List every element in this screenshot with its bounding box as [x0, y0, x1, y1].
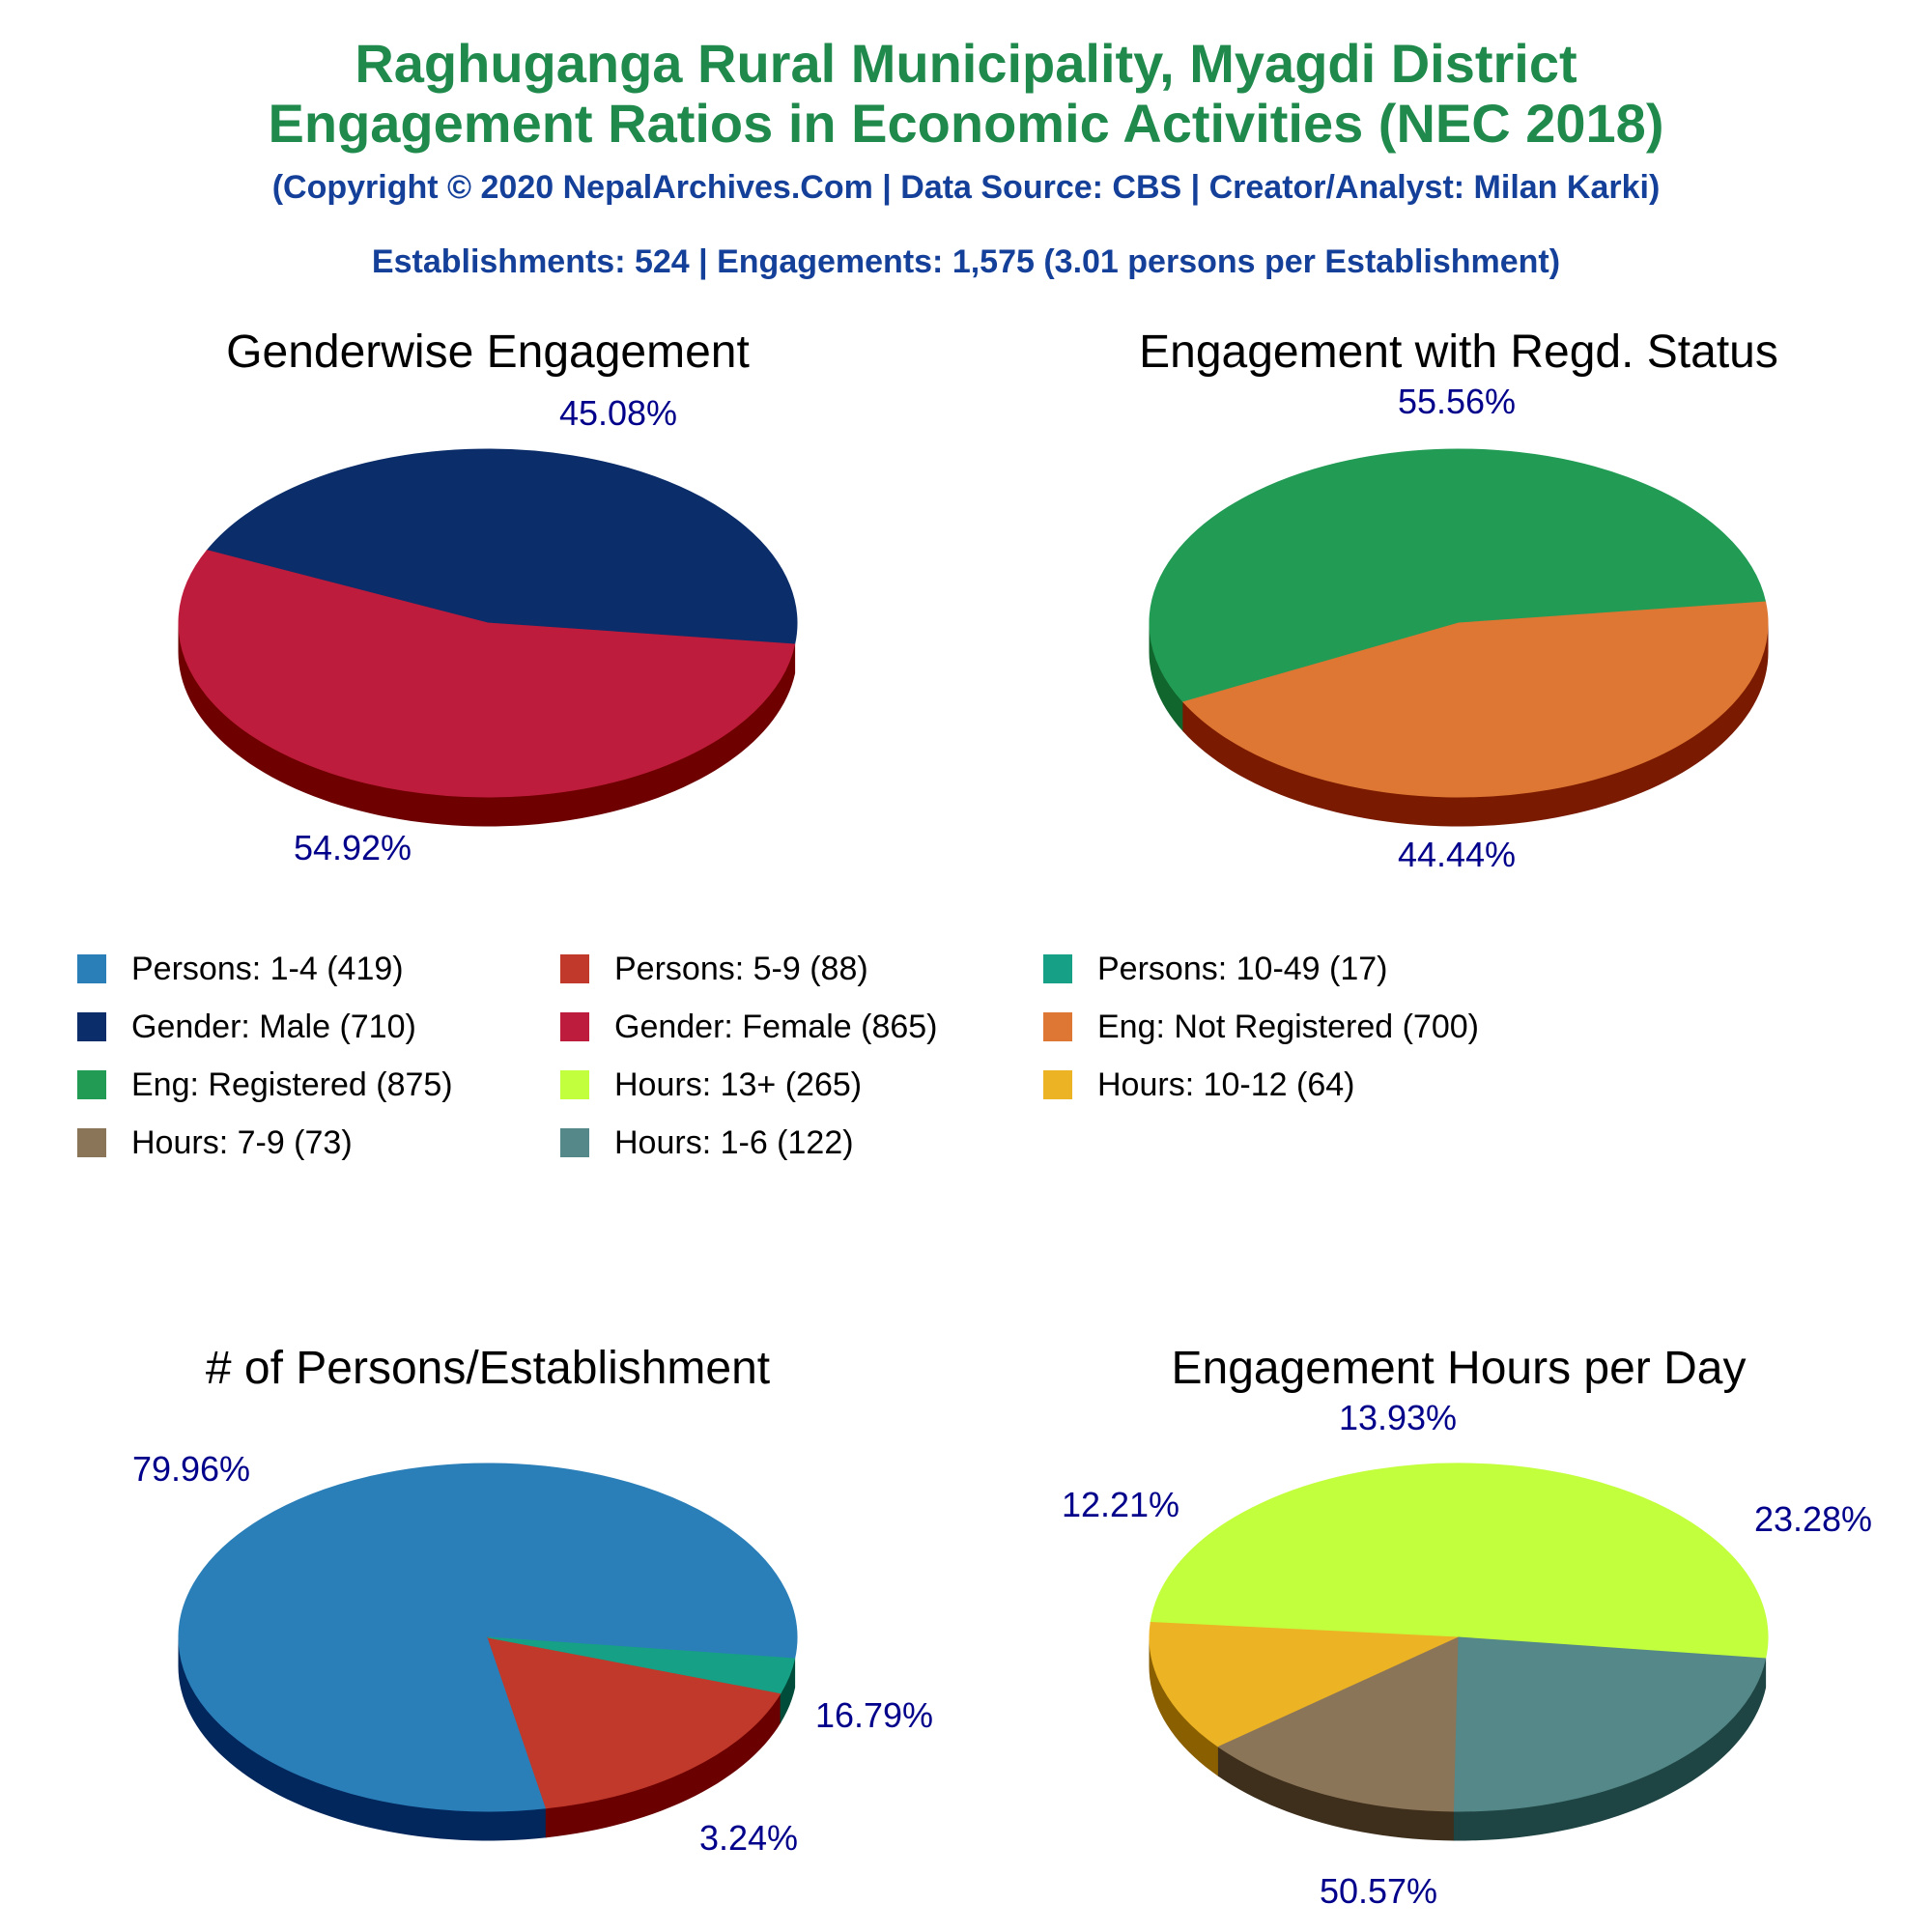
- legend-swatch: [560, 1012, 589, 1041]
- pie-chart-4: [1062, 1343, 1872, 1911]
- copyright-line: (Copyright © 2020 NepalArchives.Com | Data Source: CBS | Creator/Analyst: Milan Karki): [271, 169, 1661, 206]
- legend-item: [1043, 948, 1388, 990]
- pie-percent-label: 12.21%: [1061, 1485, 1180, 1524]
- legend-swatch: [77, 1070, 106, 1099]
- legend-swatch: [1043, 1070, 1072, 1099]
- pie-chart-3: [132, 1343, 933, 1858]
- summary-line: Establishments: 524 | Engagements: 1,575 (3.01 persons per Establishment): [371, 243, 1561, 280]
- legend-item: [560, 948, 868, 990]
- legend-label: Gender: Female (865): [614, 1008, 938, 1045]
- pie-title: Engagement with Regd. Status: [1139, 327, 1778, 378]
- legend-item: [560, 1122, 854, 1164]
- legend-item: [77, 1006, 416, 1048]
- legend-item: [1043, 1064, 1354, 1106]
- legend-swatch: [77, 1012, 106, 1041]
- legend-label: Persons: 10-49 (17): [1097, 950, 1388, 987]
- legend-item: [77, 1064, 453, 1106]
- legend-item: [77, 1122, 353, 1164]
- legend-swatch: [560, 1128, 589, 1157]
- legend-swatch: [1043, 954, 1072, 983]
- pie-percent-label: 54.92%: [293, 828, 412, 867]
- legend-label: Persons: 1-4 (419): [131, 950, 404, 987]
- legend-label: Eng: Registered (875): [131, 1065, 453, 1103]
- pie-percent-label: 50.57%: [1319, 1871, 1438, 1911]
- pie-chart-2: [1139, 327, 1778, 874]
- pie-title: Genderwise Engagement: [226, 327, 750, 378]
- legend-label: Eng: Not Registered (700): [1097, 1008, 1479, 1045]
- legend-swatch: [560, 1070, 589, 1099]
- legend-swatch: [560, 954, 589, 983]
- pie-percent-label: 13.93%: [1338, 1398, 1458, 1437]
- legend-item: [1043, 1006, 1479, 1048]
- chart-title-line1: Raghuganga Rural Municipality, Myagdi District: [355, 33, 1577, 94]
- pie-percent-label: 23.28%: [1753, 1499, 1873, 1539]
- legend-swatch: [77, 1128, 106, 1157]
- chart-title-line2: Engagement Ratios in Economic Activities (NEC 2018): [268, 93, 1664, 154]
- legend-swatch: [77, 954, 106, 983]
- pie-percent-label: 55.56%: [1397, 382, 1517, 421]
- legend-item: [560, 1064, 862, 1106]
- legend-item: [77, 948, 404, 990]
- legend-label: Gender: Male (710): [131, 1008, 416, 1045]
- legend-item: [560, 1006, 938, 1048]
- legend-label: Hours: 13+ (265): [614, 1065, 863, 1103]
- legend-label: Hours: 10-12 (64): [1097, 1065, 1355, 1103]
- pie-percent-label: 79.96%: [131, 1449, 251, 1489]
- pie-title: Engagement Hours per Day: [1171, 1343, 1747, 1394]
- pie-percent-label: 45.08%: [558, 393, 678, 433]
- pie-slice-hours-1-6: [1454, 1637, 1765, 1811]
- legend-label: Hours: 1-6 (122): [614, 1123, 854, 1161]
- legend-swatch: [1043, 1012, 1072, 1041]
- legend-label: Hours: 7-9 (73): [131, 1123, 353, 1161]
- pie-percent-label: 3.24%: [698, 1818, 799, 1858]
- pie-title: # of Persons/Establishment: [205, 1343, 771, 1394]
- pie-chart-1: [179, 327, 797, 867]
- legend-label: Persons: 5-9 (88): [614, 950, 868, 987]
- pie-percent-label: 44.44%: [1397, 835, 1517, 874]
- pie-percent-label: 16.79%: [814, 1695, 934, 1735]
